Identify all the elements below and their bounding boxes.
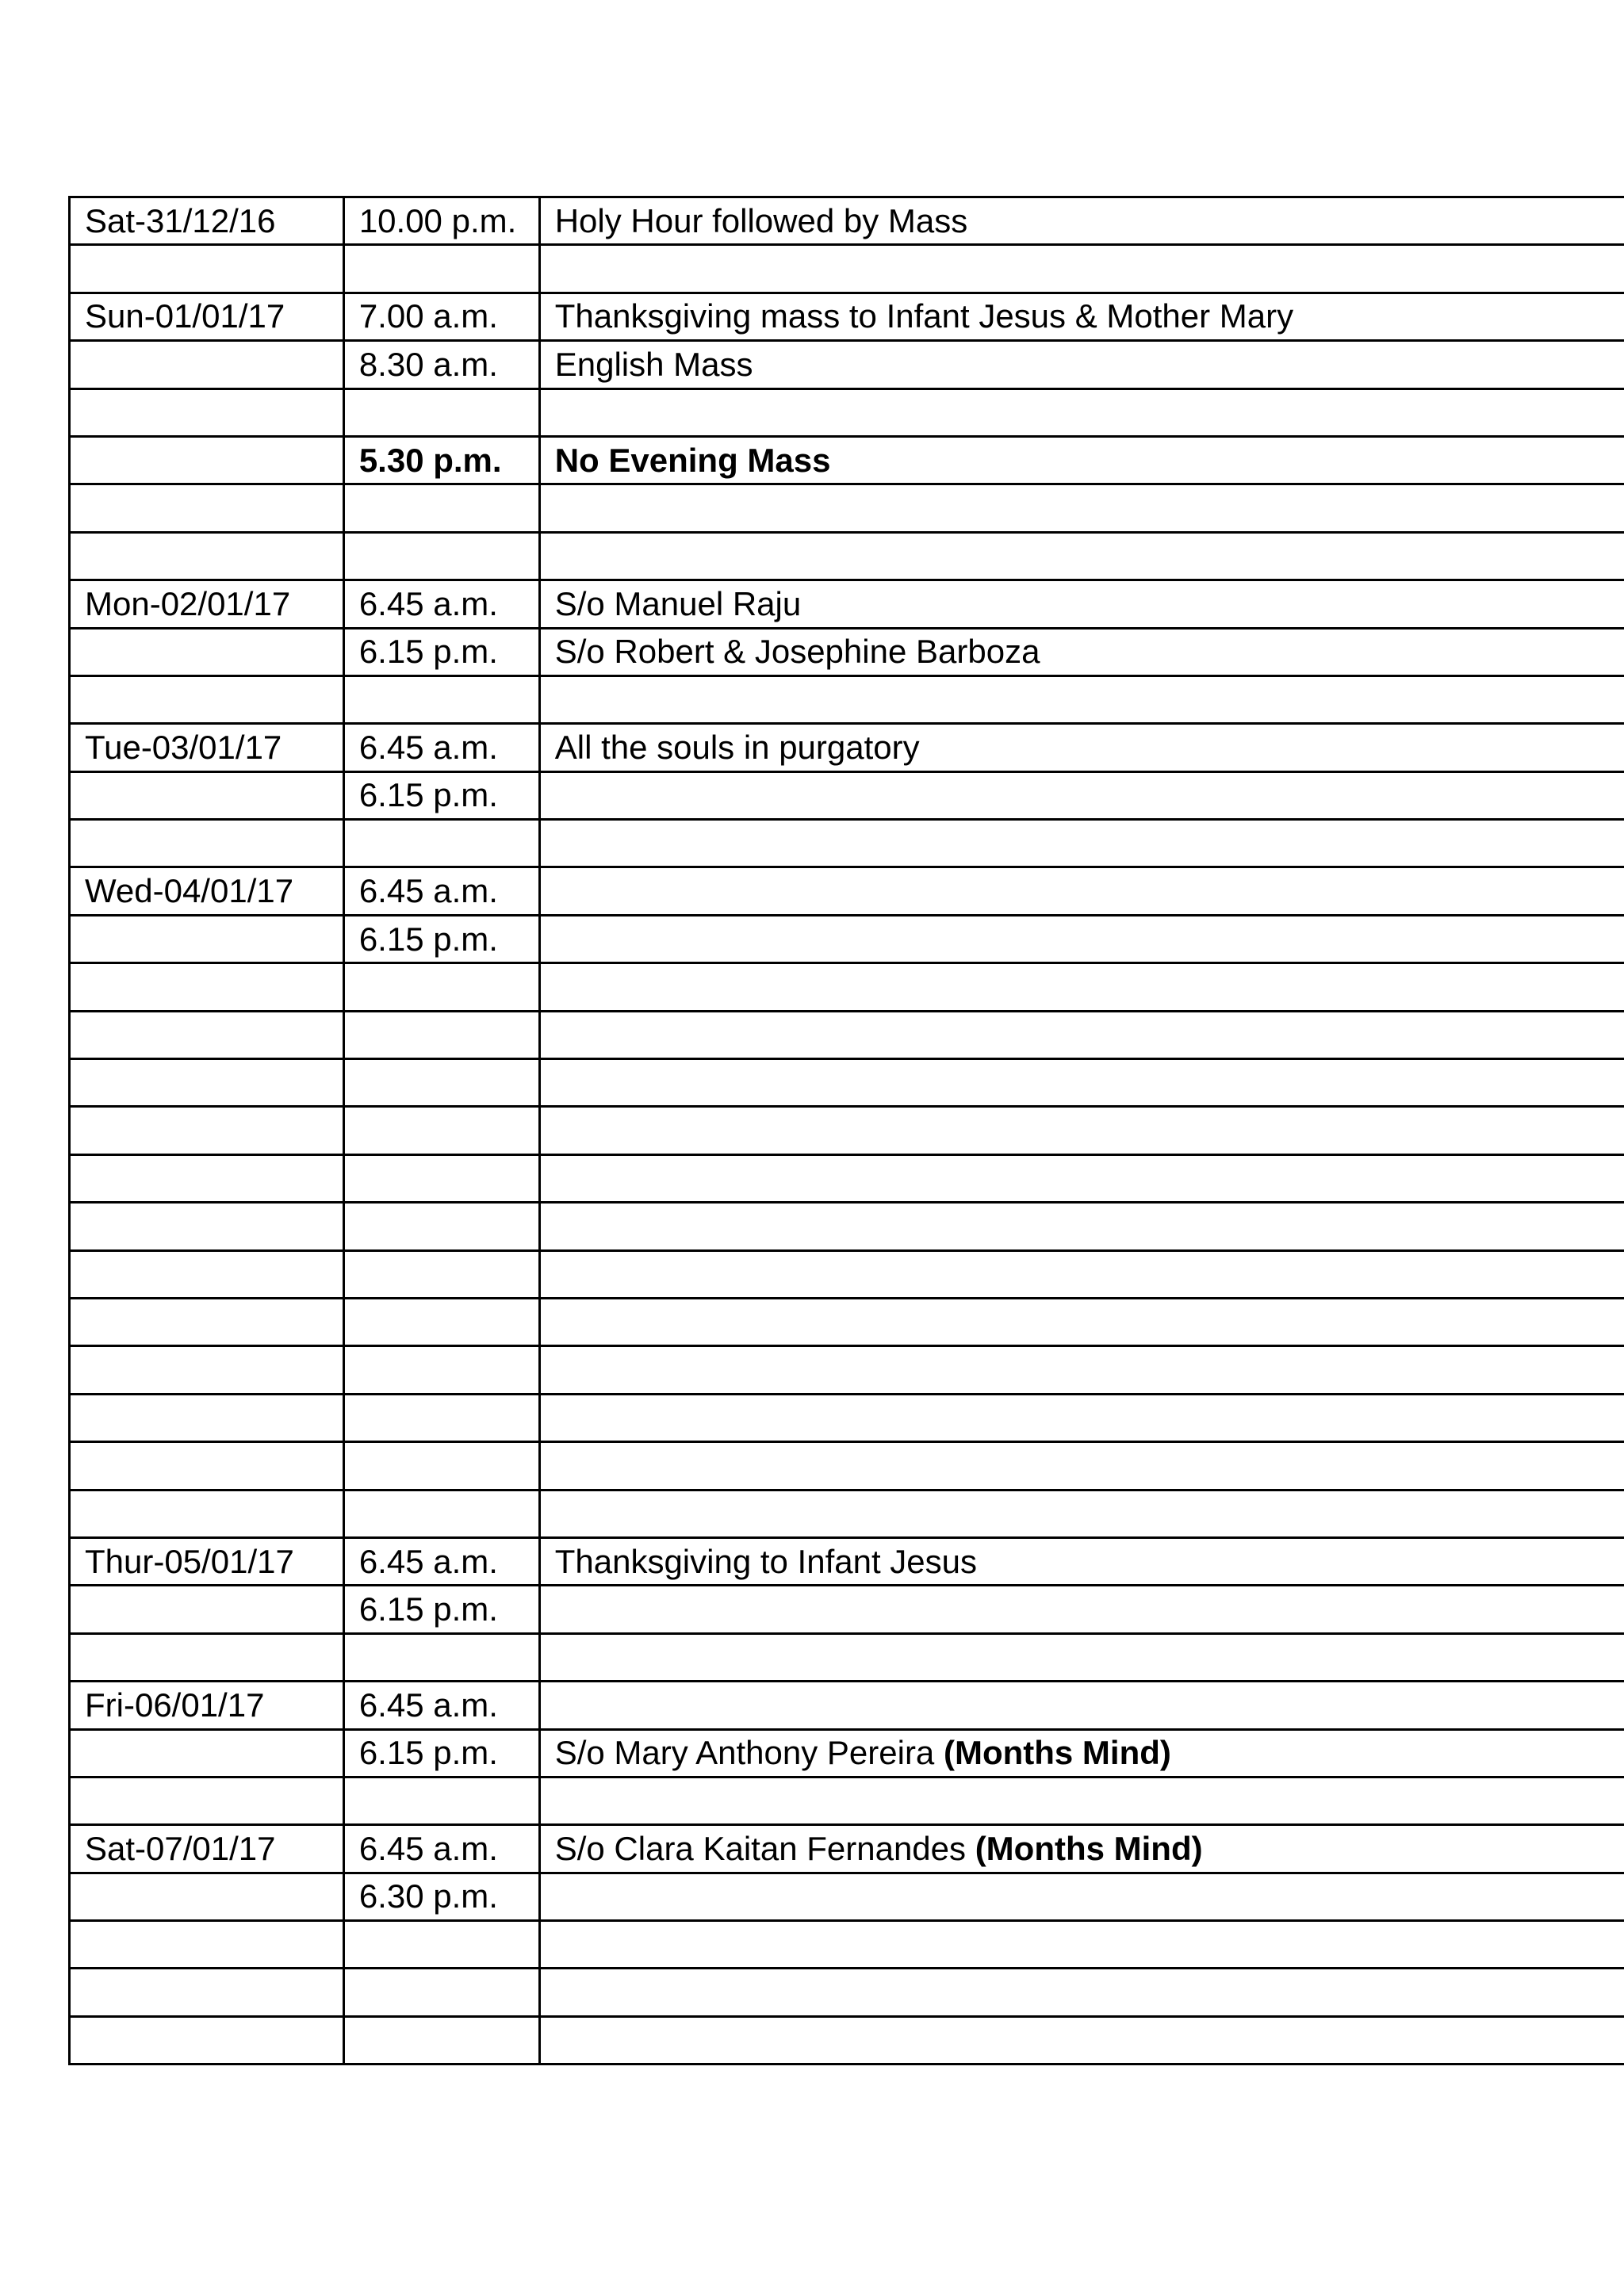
- intention-cell: [539, 1969, 1624, 2016]
- time-cell: 6.15 p.m.: [343, 1586, 539, 1633]
- date-cell: [70, 436, 344, 484]
- date-cell: [70, 628, 344, 675]
- intention-cell: [539, 1873, 1624, 1920]
- table-row: [70, 1490, 1624, 1537]
- intention-cell: [539, 820, 1624, 867]
- date-cell: [70, 915, 344, 962]
- date-cell: [70, 1873, 344, 1920]
- table-row: [70, 1154, 1624, 1202]
- table-row: [70, 484, 1624, 532]
- intention-cell: [539, 580, 1624, 628]
- date-cell: [70, 1059, 344, 1107]
- time-cell: [343, 675, 539, 723]
- table-row: [70, 1442, 1624, 1490]
- time-cell: [343, 820, 539, 867]
- time-cell: [343, 1154, 539, 1202]
- table-row: [70, 197, 1624, 245]
- intention-cell: [539, 484, 1624, 532]
- table-row: [70, 1250, 1624, 1298]
- table-row: [70, 532, 1624, 580]
- time-cell: 6.30 p.m.: [343, 1873, 539, 1920]
- date-cell: [70, 245, 344, 293]
- time-cell: [343, 1442, 539, 1490]
- date-cell: [70, 388, 344, 436]
- time-cell: [343, 1059, 539, 1107]
- intention-text: S/o Clara Kaitan Fernandes: [554, 1829, 967, 1867]
- table-row: [70, 1729, 1624, 1777]
- intention-text: S/o Mary Anthony Pereira: [554, 1734, 935, 1772]
- date-cell: [70, 1921, 344, 1969]
- date-cell: Sat-31/12/16: [70, 197, 344, 245]
- table-row: [70, 628, 1624, 675]
- intention-cell: [539, 771, 1624, 819]
- date-cell: [70, 1394, 344, 1441]
- mass-schedule-body: [70, 197, 1624, 2064]
- intention-cell: [539, 1777, 1624, 1824]
- table-row: [70, 388, 1624, 436]
- date-cell: [70, 1346, 344, 1394]
- date-cell: Thur-05/01/17: [70, 1537, 344, 1585]
- time-cell: [343, 1969, 539, 2016]
- time-cell: [343, 1777, 539, 1824]
- time-cell: [343, 1490, 539, 1537]
- table-row: [70, 724, 1624, 771]
- table-row: [70, 580, 1624, 628]
- time-cell: [343, 532, 539, 580]
- table-row: [70, 1873, 1624, 1920]
- table-row: [70, 1777, 1624, 1824]
- time-cell: [343, 963, 539, 1011]
- intention-cell: [539, 1059, 1624, 1107]
- time-cell: [343, 1250, 539, 1298]
- table-row: [70, 675, 1624, 723]
- mass-schedule-table: [68, 196, 1624, 2065]
- time-cell: [343, 1298, 539, 1345]
- date-cell: [70, 1633, 344, 1681]
- months-mind-note: (Months Mind): [975, 1829, 1203, 1867]
- time-cell: [343, 1107, 539, 1154]
- time-cell: 7.00 a.m.: [343, 293, 539, 340]
- date-cell: Mon-02/01/17: [70, 580, 344, 628]
- time-cell: [343, 2016, 539, 2064]
- intention-cell: [539, 1346, 1624, 1394]
- intention-text: Thanksgiving mass to Infant Jesus & Mother Mary: [554, 297, 1294, 335]
- date-cell: [70, 1154, 344, 1202]
- table-row: [70, 867, 1624, 915]
- time-cell: 6.15 p.m.: [343, 1729, 539, 1777]
- time-cell: [343, 1011, 539, 1058]
- table-row: [70, 341, 1624, 388]
- intention-cell: [539, 675, 1624, 723]
- table-row: [70, 245, 1624, 293]
- date-cell: [70, 1586, 344, 1633]
- date-cell: [70, 532, 344, 580]
- date-cell: Wed-04/01/17: [70, 867, 344, 915]
- intention-text: All the souls in purgatory: [554, 728, 920, 766]
- intention-cell: [539, 245, 1624, 293]
- intention-text: Thanksgiving to Infant Jesus: [554, 1542, 978, 1580]
- time-cell: [343, 1394, 539, 1441]
- time-cell: 6.45 a.m.: [343, 867, 539, 915]
- date-cell: [70, 1107, 344, 1154]
- date-cell: Fri-06/01/17: [70, 1682, 344, 1729]
- date-cell: [70, 341, 344, 388]
- intention-text: Holy Hour followed by Mass: [554, 201, 968, 239]
- months-mind-note: (Months Mind): [943, 1734, 1171, 1772]
- intention-cell: [539, 436, 1624, 484]
- date-cell: [70, 1011, 344, 1058]
- table-row: [70, 1921, 1624, 1969]
- time-cell: [343, 388, 539, 436]
- table-row: [70, 915, 1624, 962]
- intention-cell: [539, 341, 1624, 388]
- intention-cell: [539, 867, 1624, 915]
- intention-cell: [539, 1586, 1624, 1633]
- intention-cell: [539, 1490, 1624, 1537]
- time-cell: 6.15 p.m.: [343, 771, 539, 819]
- intention-text: English Mass: [554, 345, 753, 383]
- table-row: [70, 1825, 1624, 1873]
- intention-cell: [539, 963, 1624, 1011]
- time-cell: 6.45 a.m.: [343, 724, 539, 771]
- intention-cell: [539, 197, 1624, 245]
- intention-text: S/o Robert & Josephine Barboza: [554, 633, 1040, 671]
- intention-cell: [539, 1107, 1624, 1154]
- table-row: [70, 820, 1624, 867]
- time-cell: [343, 484, 539, 532]
- intention-text: S/o Manuel Raju: [554, 584, 802, 622]
- intention-cell: [539, 1729, 1624, 1777]
- date-cell: [70, 675, 344, 723]
- table-row: [70, 1586, 1624, 1633]
- date-cell: [70, 1203, 344, 1250]
- time-cell: [343, 1633, 539, 1681]
- intention-cell: [539, 1825, 1624, 1873]
- time-cell: 6.45 a.m.: [343, 1682, 539, 1729]
- time-cell: [343, 245, 539, 293]
- intention-cell: [539, 1203, 1624, 1250]
- table-row: [70, 1346, 1624, 1394]
- time-cell: 6.15 p.m.: [343, 915, 539, 962]
- time-cell: 6.45 a.m.: [343, 1825, 539, 1873]
- table-row: [70, 1107, 1624, 1154]
- table-row: [70, 1682, 1624, 1729]
- table-row: [70, 1394, 1624, 1441]
- intention-cell: [539, 1442, 1624, 1490]
- date-cell: [70, 2016, 344, 2064]
- date-cell: [70, 1298, 344, 1345]
- table-row: [70, 1537, 1624, 1585]
- date-cell: [70, 1490, 344, 1537]
- date-cell: [70, 771, 344, 819]
- intention-cell: [539, 388, 1624, 436]
- date-cell: [70, 1442, 344, 1490]
- table-row: [70, 1633, 1624, 1681]
- date-cell: Tue-03/01/17: [70, 724, 344, 771]
- time-cell: 5.30 p.m.: [343, 436, 539, 484]
- time-cell: 6.15 p.m.: [343, 628, 539, 675]
- intention-cell: [539, 2016, 1624, 2064]
- date-cell: [70, 1969, 344, 2016]
- intention-text: No Evening Mass: [554, 441, 831, 479]
- table-row: [70, 1298, 1624, 1345]
- date-cell: [70, 1250, 344, 1298]
- intention-cell: [539, 1537, 1624, 1585]
- time-cell: [343, 1203, 539, 1250]
- time-cell: 10.00 p.m.: [343, 197, 539, 245]
- time-cell: [343, 1346, 539, 1394]
- time-cell: [343, 1921, 539, 1969]
- intention-cell: [539, 628, 1624, 675]
- time-cell: 8.30 a.m.: [343, 341, 539, 388]
- date-cell: [70, 484, 344, 532]
- table-row: [70, 963, 1624, 1011]
- date-cell: Sun-01/01/17: [70, 293, 344, 340]
- intention-cell: [539, 1682, 1624, 1729]
- intention-cell: [539, 532, 1624, 580]
- date-cell: [70, 1729, 344, 1777]
- table-row: [70, 293, 1624, 340]
- intention-cell: [539, 1633, 1624, 1681]
- intention-cell: [539, 293, 1624, 340]
- table-row: [70, 1203, 1624, 1250]
- date-cell: [70, 820, 344, 867]
- table-row: [70, 1059, 1624, 1107]
- date-cell: Sat-07/01/17: [70, 1825, 344, 1873]
- intention-cell: [539, 1011, 1624, 1058]
- time-cell: 6.45 a.m.: [343, 580, 539, 628]
- intention-cell: [539, 1154, 1624, 1202]
- time-cell: 6.45 a.m.: [343, 1537, 539, 1585]
- table-row: [70, 2016, 1624, 2064]
- intention-cell: [539, 1298, 1624, 1345]
- intention-cell: [539, 915, 1624, 962]
- intention-cell: [539, 1394, 1624, 1441]
- intention-cell: [539, 1250, 1624, 1298]
- table-row: [70, 771, 1624, 819]
- table-row: [70, 1969, 1624, 2016]
- table-row: [70, 1011, 1624, 1058]
- table-row: [70, 436, 1624, 484]
- intention-cell: [539, 1921, 1624, 1969]
- date-cell: [70, 1777, 344, 1824]
- date-cell: [70, 963, 344, 1011]
- intention-cell: [539, 724, 1624, 771]
